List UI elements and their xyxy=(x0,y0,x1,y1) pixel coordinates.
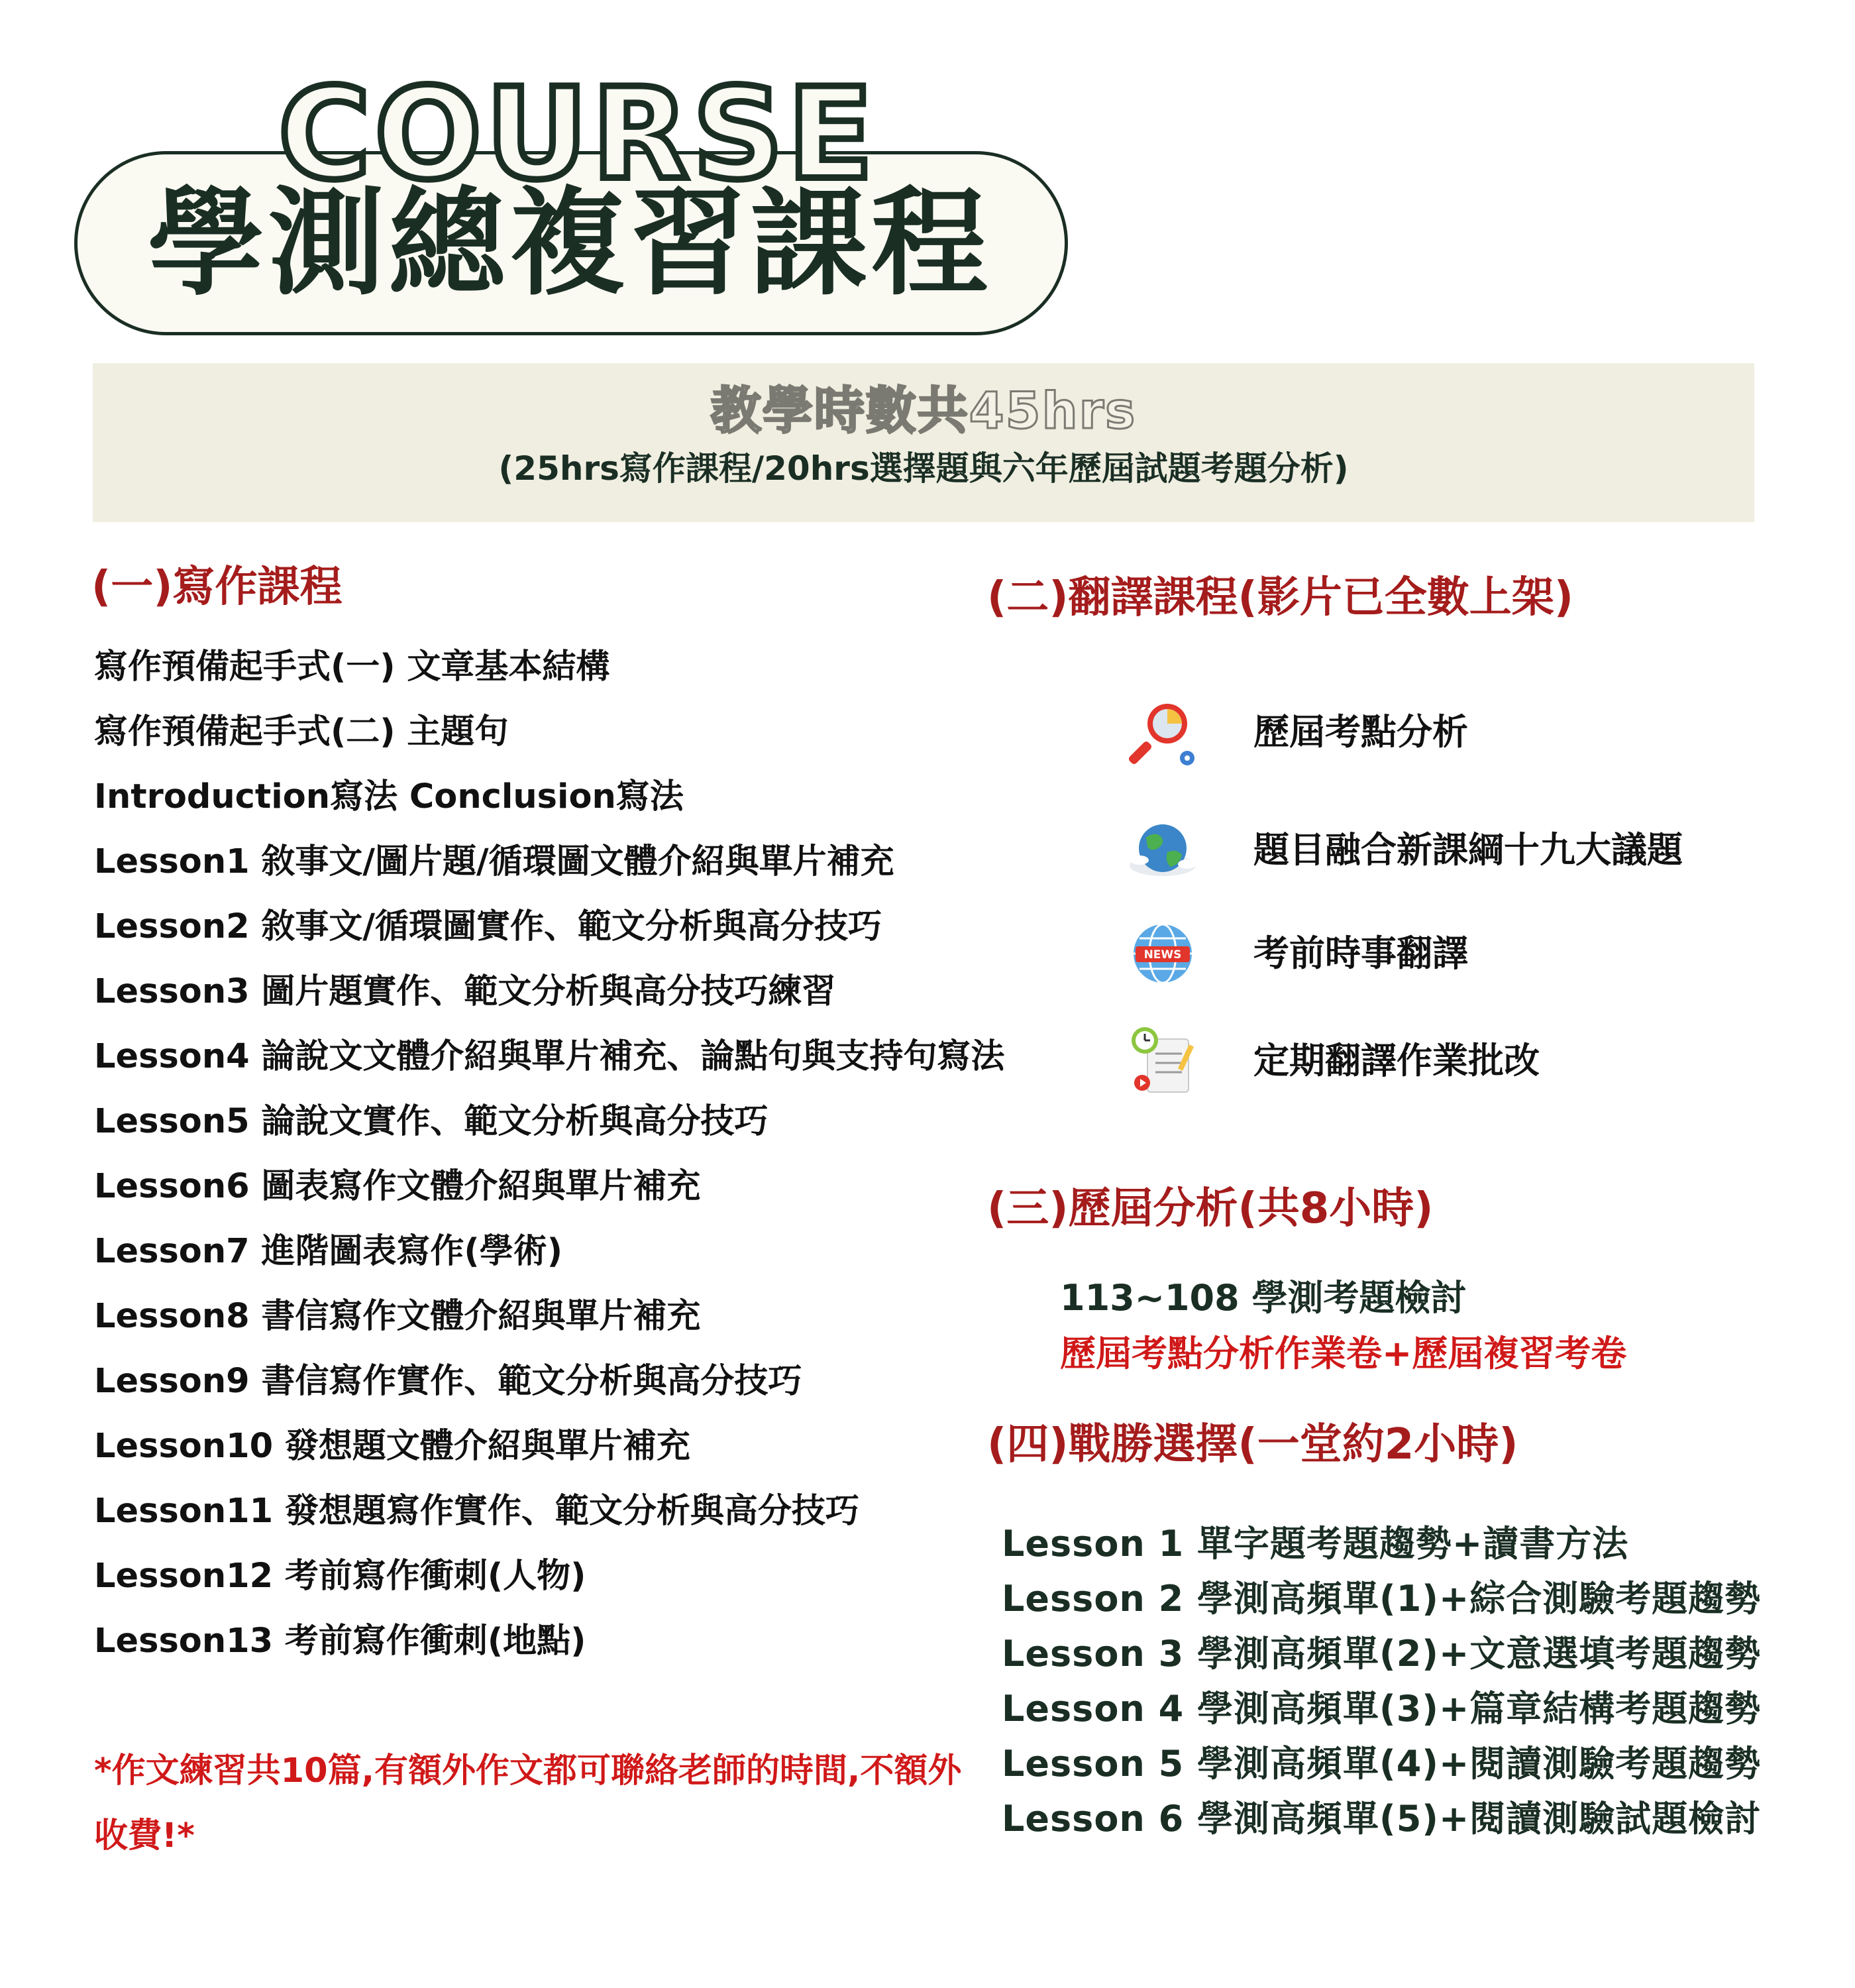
list-item: Lesson4 論說文文體介紹與單片補充、論點句與支持句寫法 xyxy=(94,1037,1005,1076)
page-title: 學測總複習課程 xyxy=(147,176,992,311)
writing-lesson-list xyxy=(94,635,1035,1674)
magnifier-gear-icon xyxy=(1126,696,1199,769)
list-item: Lesson 3 學測高頻單(2)+文意選填考題趨勢 xyxy=(1002,1633,1762,1675)
feature-item xyxy=(1126,917,1789,990)
clock-document-icon xyxy=(1126,1024,1199,1097)
past-exams-heading: (三)歷屆分析(共8小時) xyxy=(987,1184,1434,1233)
news-globe-icon xyxy=(1126,917,1199,990)
list-item: Lesson5 論說文實作、範文分析與高分技巧 xyxy=(94,1102,768,1141)
list-item: Introduction寫法 Conclusion寫法 xyxy=(94,777,684,816)
list-item: 寫作預備起手式(二) 主題句 xyxy=(94,712,509,751)
list-item: Lesson11 發想題寫作實作、範文分析與高分技巧 xyxy=(94,1492,859,1531)
earth-icon xyxy=(1126,814,1199,887)
list-item: Lesson12 考前寫作衝刺(人物) xyxy=(94,1557,586,1596)
svg-text:NEWS: NEWS xyxy=(1143,948,1182,962)
list-item: Lesson10 發想題文體介紹與單片補充 xyxy=(94,1427,690,1466)
list-item: Lesson2 敘事文/循環圖實作、範文分析與高分技巧 xyxy=(94,907,882,946)
past-exams-range: 113~108 學測考題檢討 xyxy=(1060,1277,1467,1319)
list-item: Lesson 6 學測高頻單(5)+閱讀測驗試題檢討 xyxy=(1002,1798,1762,1840)
past-exams-materials: 歷屆考點分析作業卷+歷屆複習考卷 xyxy=(1060,1333,1627,1374)
list-item: Lesson6 圖表寫作文體介紹與單片補充 xyxy=(94,1167,701,1206)
writing-heading: (一)寫作課程 xyxy=(91,563,343,612)
list-item: 寫作預備起手式(一) 文章基本結構 xyxy=(94,647,610,687)
hours-breakdown: (25hrs寫作課程/20hrs選擇題與六年歷屆試題考題分析) xyxy=(498,449,1349,488)
list-item: Lesson13 考前寫作衝刺(地點) xyxy=(94,1622,586,1661)
list-item: Lesson9 書信寫作實作、範文分析與高分技巧 xyxy=(94,1362,802,1401)
hours-total: 教學時數共45hrs xyxy=(710,381,1137,440)
feature-item xyxy=(1126,696,1789,769)
list-item: Lesson 1 單字題考題趨勢+讀書方法 xyxy=(1002,1523,1629,1565)
list-item: Lesson 4 學測高頻單(3)+篇章結構考題趨勢 xyxy=(1002,1688,1762,1730)
feature-text: 歷屆考點分析 xyxy=(1253,711,1468,753)
list-item: Lesson 5 學測高頻單(4)+閱讀測驗考題趨勢 xyxy=(1002,1743,1762,1785)
list-item: Lesson 2 學測高頻單(1)+綜合測驗考題趨勢 xyxy=(1002,1578,1762,1620)
feature-item xyxy=(1126,814,1789,887)
list-item: Lesson8 書信寫作文體介紹與單片補充 xyxy=(94,1297,701,1336)
feature-text: 題目融合新課綱十九大議題 xyxy=(1253,829,1683,871)
list-item: Lesson1 敘事文/圖片題/循環圖文體介紹與單片補充 xyxy=(94,842,894,881)
list-item: Lesson7 進階圖表寫作(學術) xyxy=(94,1232,563,1271)
list-item: Lesson3 圖片題實作、範文分析與高分技巧練習 xyxy=(94,972,836,1011)
writing-note: *作文練習共10篇,有額外作文都可聯絡老師的時間,不額外收費!* xyxy=(94,1751,962,1855)
translation-heading: (二)翻譯課程(影片已全數上架) xyxy=(987,573,1573,622)
choice-heading: (四)戰勝選擇(一堂約2小時) xyxy=(987,1420,1518,1469)
choice-lesson-list xyxy=(1002,1516,1836,1846)
feature-text: 定期翻譯作業批改 xyxy=(1253,1040,1540,1081)
feature-text: 考前時事翻譯 xyxy=(1253,932,1468,974)
feature-item xyxy=(1126,1024,1789,1097)
course-wordmark: COURSE xyxy=(278,61,878,207)
